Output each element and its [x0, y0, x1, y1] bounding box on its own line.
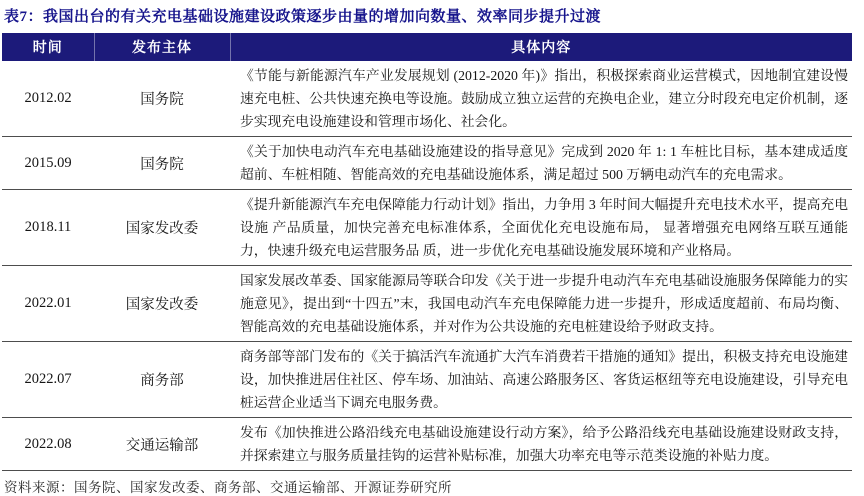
- cell-content: 商务部等部门发布的《关于搞活汽车流通扩大汽车消费若干措施的通知》提出，积极支持充电设施建设，加快推进居住社区、停车场、加油站、高速公路服务区、客货运枢纽等充电设施建设，引导充电桩运营企业适当下调充电服务费。: [240, 349, 848, 410]
- cell-issuer: 国家发改委: [125, 221, 199, 237]
- cell-time: 2022.01: [24, 295, 72, 311]
- cell-time: 2015.09: [24, 154, 72, 171]
- table-title: 表7：我国出台的有关充电基础设施建设政策逐步由量的增加向数量、效率同步提升过渡: [4, 9, 602, 25]
- cell-content: 《提升新能源汽车充电保障能力行动计划》指出，力争用 3 年时间大幅提升充电技术水平，提高充电设施 产品质量，加快完善充电标准体系，全面优化充电设施布局， 显著增强充电网络互联互通能力，快速升级充电运营服务品 质，进一步优化充电基础设施发展环境和产业格局。: [240, 197, 848, 258]
- header-row: [2, 33, 852, 61]
- col-header-issuer: 发布主体: [94, 33, 230, 61]
- cell-issuer: 国务院: [140, 156, 184, 173]
- source-note: 资料来源：国务院、国家发改委、商务部、交通运输部、开源证券研究所: [4, 480, 452, 495]
- table-row: [2, 61, 852, 137]
- cell-content: 《节能与新能源汽车产业发展规划 (2012-2020 年)》指出，积极探索商业运营模式，因地制宜建设慢速充电桩、公共快速充换电等设施。鼓励成立独立运营的充换电企业，建立分时段充电定价机制，逐步实现充电设施建设和管理市场化、社会化。: [240, 68, 848, 129]
- cell-time: 2022.07: [24, 371, 72, 387]
- cell-issuer: 交通运输部: [125, 437, 199, 454]
- cell-time: 2018.11: [24, 219, 72, 235]
- table-row: [2, 266, 852, 342]
- cell-issuer: 商务部: [140, 373, 184, 389]
- table-row: [2, 190, 852, 266]
- col-header-time: 时间: [2, 33, 94, 61]
- cell-content: 国家发展改革委、国家能源局等联合印发《关于进一步提升电动汽车充电基础设施服务保障能力的实施意见》，提出到“十四五”末，我国电动汽车充电保障能力进一步提升，形成适度超前、布局均衡、智能高效的充电基础设施体系，并对作为公共设施的充电桩建设给予财政支持。: [240, 273, 848, 334]
- table-row: [2, 418, 852, 471]
- cell-time: 2012.02: [24, 90, 72, 106]
- table-row: [2, 137, 852, 190]
- cell-content: 发布《加快推进公路沿线充电基础设施建设行动方案》，给予公路沿线充电基础设施建设财政支持，并探索建立与服务质量挂钩的运营补贴标准，加强大功率充电等示范类设施的补贴力度。: [240, 425, 848, 463]
- cell-issuer: 国家发改委: [125, 297, 199, 313]
- cell-time: 2022.08: [24, 435, 72, 452]
- cell-content: 《关于加快电动汽车充电基础设施建设的指导意见》完成到 2020 年 1: 1 车桩比目标，基本建成适度超前、车桩相随、智能高效的充电基础设施体系，满足超过 500 万辆电动汽车的充电需求。: [240, 144, 848, 182]
- policy-table: [2, 33, 852, 471]
- cell-issuer: 国务院: [140, 92, 184, 108]
- table-row: [2, 342, 852, 418]
- col-header-content: 具体内容: [230, 33, 852, 61]
